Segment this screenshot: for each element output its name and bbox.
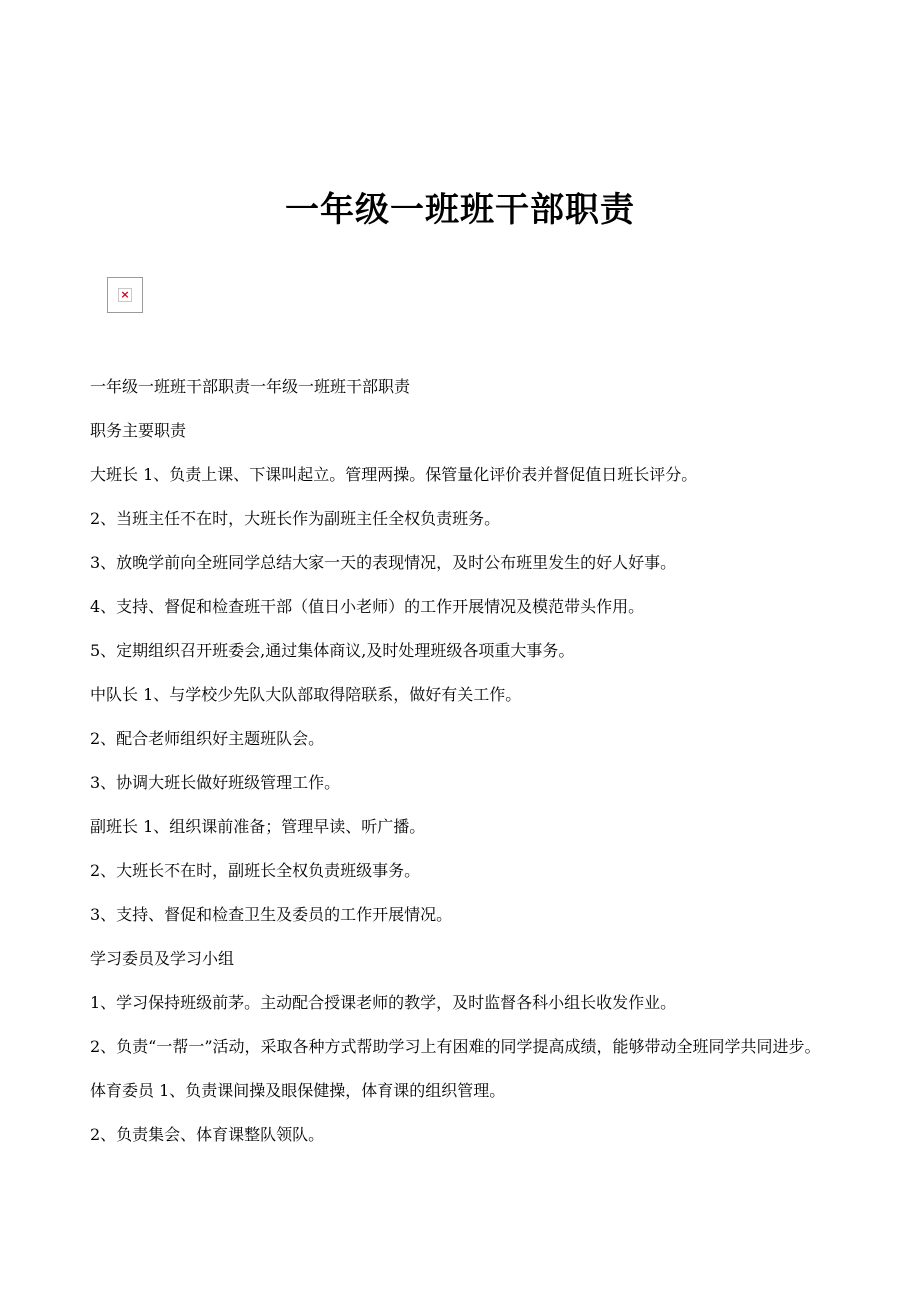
document-body	[90, 372, 830, 1164]
paragraph: 职务主要职责	[90, 421, 187, 440]
paragraph: 2、负责“一帮一”活动，采取各种方式帮助学习上有困难的同学提高成绩，能够带动全班同学共同进步。	[90, 1037, 821, 1056]
paragraph: 学习委员及学习小组	[90, 949, 235, 968]
document-title: 一年级一班班干部职责	[285, 190, 635, 230]
paragraph: 2、大班长不在时，副班长全权负责班级事务。	[90, 861, 421, 880]
paragraph: 5、定期组织召开班委会,通过集体商议,及时处理班级各项重大事务。	[90, 641, 575, 660]
paragraph: 3、协调大班长做好班级管理工作。	[90, 773, 341, 792]
paragraph: 3、放晚学前向全班同学总结大家一天的表现情况，及时公布班里发生的好人好事。	[90, 553, 677, 572]
paragraph: 2、当班主任不在时，大班长作为副班主任全权负责班务。	[90, 509, 501, 528]
paragraph: 中队长 1、与学校少先队大队部取得陪联系，做好有关工作。	[90, 685, 522, 704]
paragraph: 4、支持、督促和检查班干部（值日小老师）的工作开展情况及模范带头作用。	[90, 597, 645, 616]
paragraph: 2、配合老师组织好主题班队会。	[90, 729, 325, 748]
paragraph: 体育委员 1、负责课间操及眼保健操，体育课的组织管理。	[90, 1081, 506, 1100]
paragraph: 大班长 1、负责上课、下课叫起立。管理两操。保管量化评价表并督促值日班长评分。	[90, 465, 698, 484]
paragraph: 副班长 1、组织课前准备；管理早读、听广播。	[90, 817, 426, 836]
broken-image-icon: ×	[118, 288, 132, 302]
image-placeholder	[107, 277, 143, 313]
paragraph: 3、支持、督促和检查卫生及委员的工作开展情况。	[90, 905, 453, 924]
paragraph: 2、负责集会、体育课整队领队。	[90, 1125, 325, 1144]
paragraph: 1、学习保持班级前茅。主动配合授课老师的教学，及时监督各科小组长收发作业。	[90, 993, 677, 1012]
paragraph: 一年级一班班干部职责一年级一班班干部职责	[90, 377, 411, 396]
